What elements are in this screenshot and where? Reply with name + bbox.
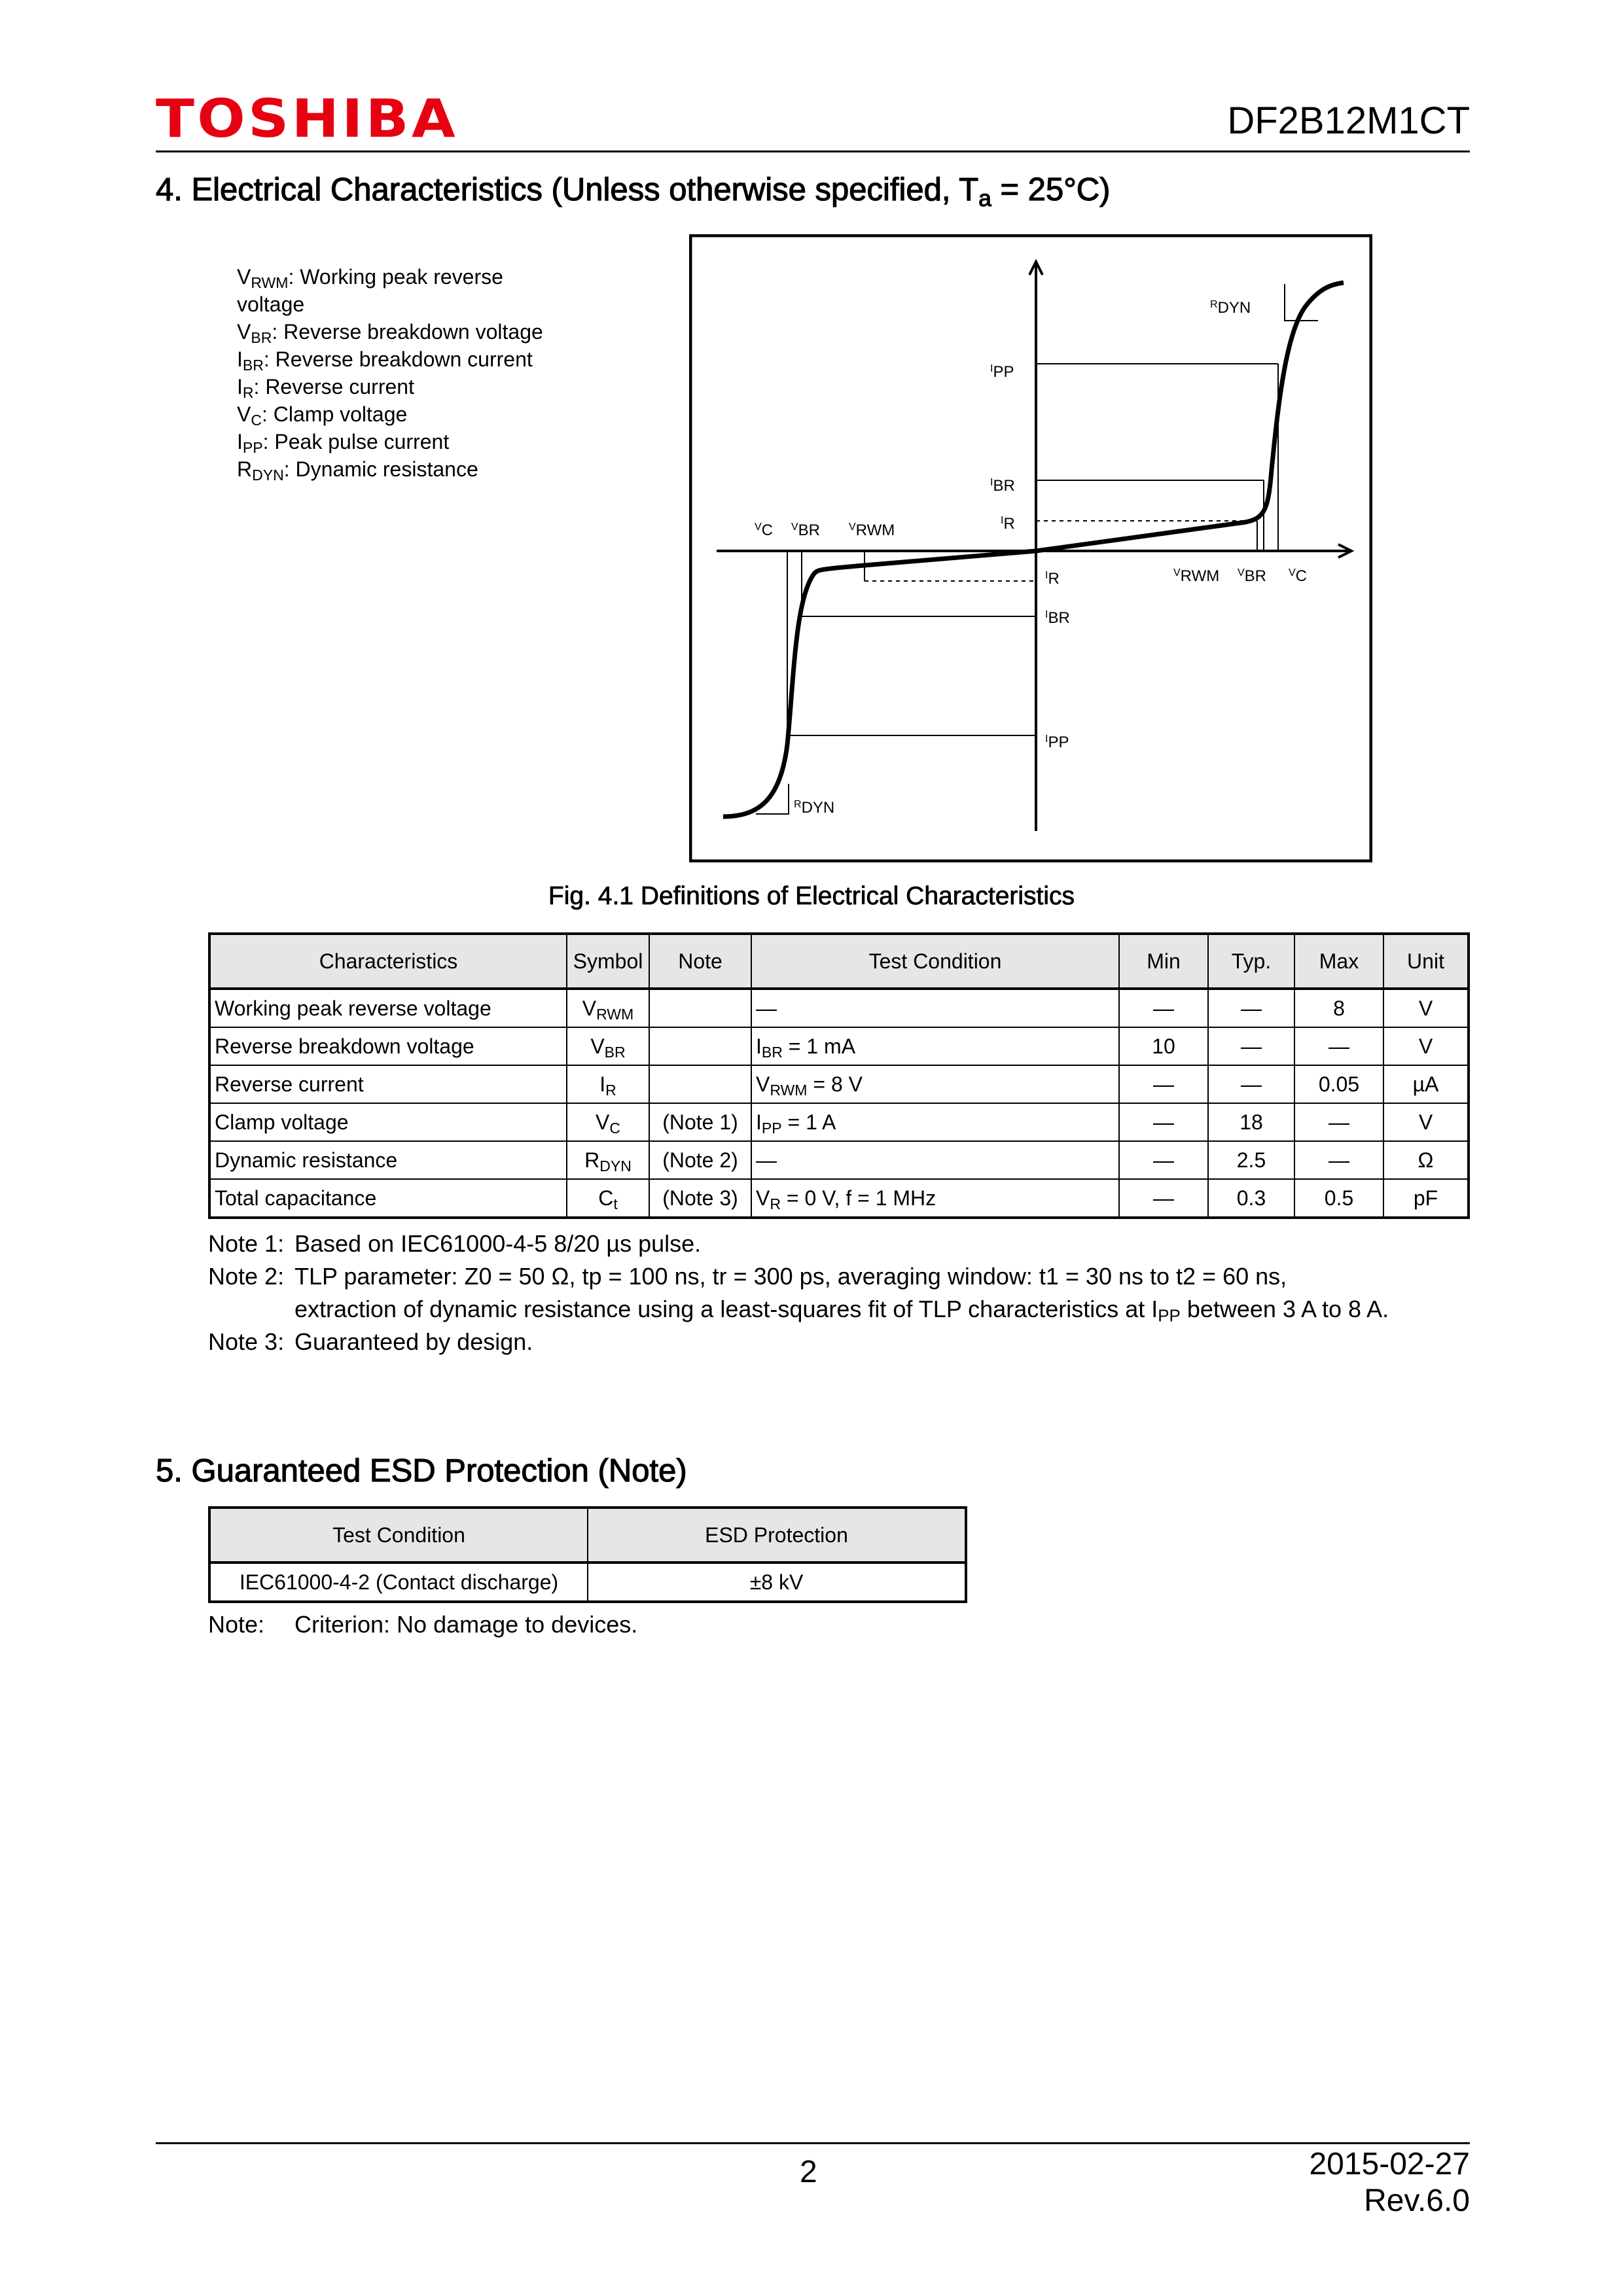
col-header: Min: [1119, 934, 1208, 989]
label-vbr-left: VBR: [791, 521, 821, 539]
col-header: Characteristics: [209, 934, 567, 989]
figure-caption: Fig. 4.1 Definitions of Electrical Characteristics: [548, 882, 1075, 910]
iv-characteristic-diagram: [689, 234, 1372, 862]
page-number: 2: [800, 2155, 817, 2189]
rdyn-box-bot: [756, 784, 789, 814]
label-rdyn-top: RDYN: [1210, 299, 1251, 317]
table-cell: —: [1119, 1065, 1208, 1103]
table-cell: (Note 3): [649, 1179, 751, 1218]
table-cell: Reverse current: [209, 1065, 567, 1103]
col-header: Note: [649, 934, 751, 989]
table-cell: (Note 2): [649, 1141, 751, 1179]
table-cell: —: [1119, 989, 1208, 1027]
table-cell: $V_{RWM}$: [567, 989, 649, 1027]
table-cell: V: [1383, 1027, 1469, 1065]
label-vbr-right: VBR: [1238, 567, 1267, 585]
table-header-row: [209, 1508, 966, 1563]
note-line: Note 3: Guaranteed by design.: [208, 1328, 533, 1355]
table-cell: —: [751, 989, 1119, 1027]
toshiba-logo: TOSHIBA: [156, 88, 459, 149]
table-row: [209, 1563, 966, 1602]
label-vc-right: VC: [1289, 567, 1308, 585]
table-cell: Ω: [1383, 1141, 1469, 1179]
table-cell: Total capacitance: [209, 1179, 567, 1218]
table-cell: 10: [1119, 1027, 1208, 1065]
col-header: Test Condition: [751, 934, 1119, 989]
label-ipp-top: IPP: [990, 363, 1014, 381]
table-cell: [649, 1065, 751, 1103]
table-row: [209, 1179, 1469, 1218]
section-4-heading: 4. Electrical Characteristics (Unless otherwise specified, $T_a = 25^\circ C$): [156, 172, 1111, 211]
table-cell: —: [1294, 1103, 1383, 1141]
col-header: ESD Protection: [588, 1508, 966, 1563]
table-cell: —: [1208, 989, 1294, 1027]
legend-line: $V_C$: Clamp voltage: [237, 402, 408, 429]
esd-protection-table: [208, 1506, 967, 1603]
label-ir-bot: IR: [1045, 570, 1060, 588]
note-line: Note 1: Based on IEC61000-4-5 8/20 µs pulse.: [208, 1230, 702, 1257]
legend-line: $I_{PP}$: Peak pulse current: [237, 430, 450, 456]
table-cell: $I_{BR} = 1$ mA: [751, 1027, 1119, 1065]
label-ir-top: IR: [1001, 515, 1015, 533]
table-cell: —: [1208, 1027, 1294, 1065]
table-cell: —: [1119, 1179, 1208, 1218]
table-row: [209, 1027, 1469, 1065]
diagram-labels: [755, 299, 1307, 817]
table-cell: V: [1383, 989, 1469, 1027]
note-line: Note 2: TLP parameter: Z0 = 50 Ω, tp = 100 ns, tr = 300 ps, averaging window: t1 = 30 ns to t2 = 60 ns,: [208, 1263, 1287, 1290]
table-cell: pF: [1383, 1179, 1469, 1218]
table-cell: 0.3: [1208, 1179, 1294, 1218]
table-cell: 8: [1294, 989, 1383, 1027]
legend-line: $V_{BR}$: Reverse breakdown voltage: [237, 320, 543, 346]
table-cell: 18: [1208, 1103, 1294, 1141]
legend-line: $I_R$: Reverse current: [237, 375, 414, 401]
table-cell: $C_t$: [567, 1179, 649, 1218]
col-header: Max: [1294, 934, 1383, 989]
table-cell: $I_{PP} = 1$ A: [751, 1103, 1119, 1141]
table-cell: $V_R = 0$ V, f = 1 MHz: [751, 1179, 1119, 1218]
table-cell: Reverse breakdown voltage: [209, 1027, 567, 1065]
table-cell: —: [1294, 1027, 1383, 1065]
note-line: extraction of dynamic resistance using a least-squares fit of TLP characteristics at $I_{PP}$ between 3 A to 8 A.: [294, 1296, 1389, 1326]
table-cell: Clamp voltage: [209, 1103, 567, 1141]
footer-date-rev: [1309, 2146, 1470, 2219]
col-header: Test Condition: [209, 1508, 588, 1563]
table-cell: $V_{BR}$: [567, 1027, 649, 1065]
table-cell: 0.5: [1294, 1179, 1383, 1218]
table-cell: —: [1119, 1141, 1208, 1179]
label-ibr-top: IBR: [990, 477, 1015, 495]
part-number: DF2B12M1CT: [1227, 99, 1470, 142]
section-5-heading: 5. Guaranteed ESD Protection (Note): [156, 1453, 687, 1489]
table-cell: µA: [1383, 1065, 1469, 1103]
col-header: Typ.: [1208, 934, 1294, 989]
table-row: [209, 989, 1469, 1027]
table-cell: Working peak reverse voltage: [209, 989, 567, 1027]
label-rdyn-bot: RDYN: [794, 799, 835, 817]
table-cell: [649, 989, 751, 1027]
table-header-row: [209, 934, 1469, 989]
diagram-frame: [690, 236, 1371, 861]
legend-line: $R_{DYN}$: Dynamic resistance: [237, 457, 478, 484]
table-row: [209, 1065, 1469, 1103]
doc-date: 2015-02-27: [1309, 2147, 1470, 2181]
header-rule: [156, 150, 1470, 152]
label-ipp-bot: IPP: [1045, 733, 1069, 751]
label-vrwm-right: VRWM: [1173, 567, 1220, 585]
table-cell: $R_{DYN}$: [567, 1141, 649, 1179]
legend-line: $I_{BR}$: Reverse breakdown current: [237, 347, 533, 374]
table-cell: —: [1208, 1065, 1294, 1103]
table-cell: $I_R$: [567, 1065, 649, 1103]
table-row: [209, 1141, 1469, 1179]
symbol-legend: [237, 263, 603, 483]
table-cell: 0.05: [1294, 1065, 1383, 1103]
table-cell: [649, 1027, 751, 1065]
legend-line: $V_{RWM}$: Working peak reverse: [237, 265, 503, 291]
col-header: Symbol: [567, 934, 649, 989]
table-cell: ±8 kV: [588, 1563, 966, 1602]
table-cell: (Note 1): [649, 1103, 751, 1141]
table-cell: V: [1383, 1103, 1469, 1141]
table-cell: IEC61000-4-2 (Contact discharge): [209, 1563, 588, 1602]
legend-line: voltage: [237, 292, 305, 316]
table-notes: [208, 1227, 1389, 1358]
label-vrwm-left: VRWM: [849, 521, 895, 539]
label-vc-left: VC: [755, 521, 774, 539]
col-header: Unit: [1383, 934, 1469, 989]
table-cell: —: [751, 1141, 1119, 1179]
table-cell: $V_C$: [567, 1103, 649, 1141]
table-cell: —: [1119, 1103, 1208, 1141]
table-cell: $V_{RWM} = 8$ V: [751, 1065, 1119, 1103]
footer-rule: [156, 2142, 1470, 2144]
table-cell: —: [1294, 1141, 1383, 1179]
electrical-characteristics-table: [208, 932, 1470, 1219]
table-cell: 2.5: [1208, 1141, 1294, 1179]
table-row: [209, 1103, 1469, 1141]
table-cell: Dynamic resistance: [209, 1141, 567, 1179]
doc-revision: Rev.6.0: [1364, 2183, 1470, 2218]
label-ibr-bot: IBR: [1045, 609, 1070, 627]
esd-note: Note: Criterion: No damage to devices.: [208, 1611, 638, 1638]
